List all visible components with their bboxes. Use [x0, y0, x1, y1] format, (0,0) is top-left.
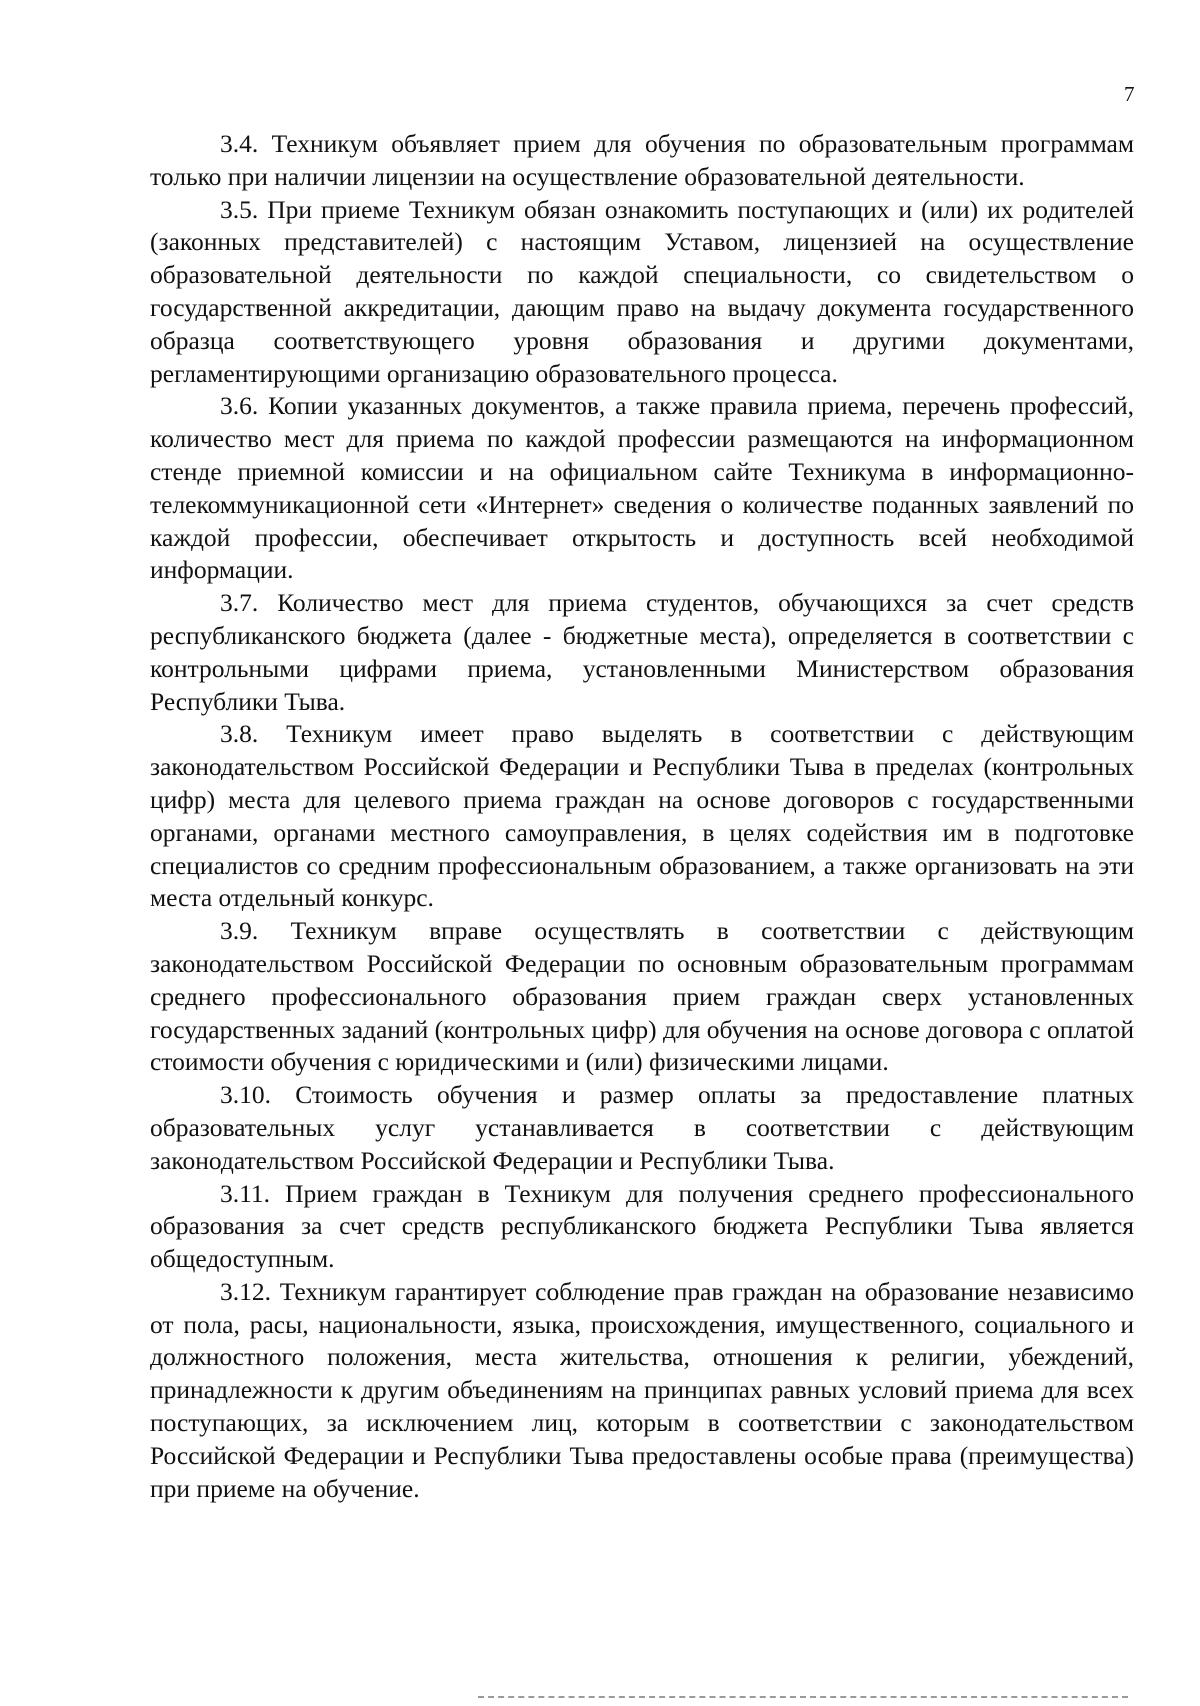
paragraph-3-6: 3.6. Копии указанных документов, а также правила приема, перечень профессий, количество мест для приема по каждой профессии размещаются на информационном стенде приемной комиссии и на официальном сайте Техникума в информационно-телекоммуникационной сети «Интернет» сведения о количестве поданных заявлений по каждой профессии, обеспечивает открытость и доступность всей необходимой информации.: [150, 391, 1134, 585]
paragraph-3-10: 3.10. Стоимость обучения и размер оплаты за предоставление платных образовательных услуг устанавливается в соответствии с действующим законодательством Российской Федерации и Республики Тыва.: [150, 1080, 1134, 1175]
scan-edge-line: [478, 1696, 1128, 1698]
paragraph-3-11: 3.11. Прием граждан в Техникум для получения среднего профессионального образования за счет средств республиканского бюджета Республики Тыва является общедоступным.: [150, 1178, 1134, 1274]
paragraph-3-7: 3.7. Количество мест для приема студентов, обучающихся за счет средств республиканского бюджета (далее - бюджетные места), определяется в соответствии с контрольными цифрами приема, установленными Министерством образования Республики Тыва.: [150, 588, 1134, 716]
document-body: [150, 128, 1134, 1505]
paragraph-3-5: 3.5. При приеме Техникум обязан ознакомить поступающих и (или) их родителей (законных представителей) с настоящим Уставом, лицензией на осуществление образовательной деятельности по каждой специальности, со свидетельством о государственной аккредитации, дающим право на выдачу документа государственного образца соответствующего уровня образования и другими документами, регламентирующими организацию образовательного процесса.: [150, 194, 1134, 388]
paragraph-3-8: 3.8. Техникум имеет право выделять в соответствии с действующим законодательством Российской Федерации и Республики Тыва в пределах (контрольных цифр) места для целевого приема граждан на основе договоров с государственными органами, органами местного самоуправления, в целях содействия им в подготовке специалистов со средним профессиональным образованием, а также организовать на эти места отдельный конкурс.: [150, 719, 1134, 913]
paragraph-3-4: 3.4. Техникум объявляет прием для обучения по образовательным программам только при наличии лицензии на осуществление образовательной деятельности.: [150, 129, 1134, 191]
paragraph-3-12: 3.12. Техникум гарантирует соблюдение прав граждан на образование независимо от пола, расы, национальности, языка, происхождения, имущественного, социального и должностного положения, места жительства, отношения к религии, убеждений, принадлежности к другим объединениям на принципах равных условий приема для всех поступающих, за исключением лиц, которым в соответствии с законодательством Российской Федерации и Республики Тыва предоставлены особые права (преимущества) при приеме на обучение.: [150, 1276, 1134, 1503]
paragraph-3-9: 3.9. Техникум вправе осуществлять в соответствии с действующим законодательством Российской Федерации по основным образовательным программам среднего профессионального образования прием граждан сверх установленных государственных заданий (контрольных цифр) для обучения на основе договора с оплатой стоимости обучения с юридическими и (или) физическими лицами.: [150, 916, 1134, 1077]
page-number: 7: [1124, 82, 1135, 106]
